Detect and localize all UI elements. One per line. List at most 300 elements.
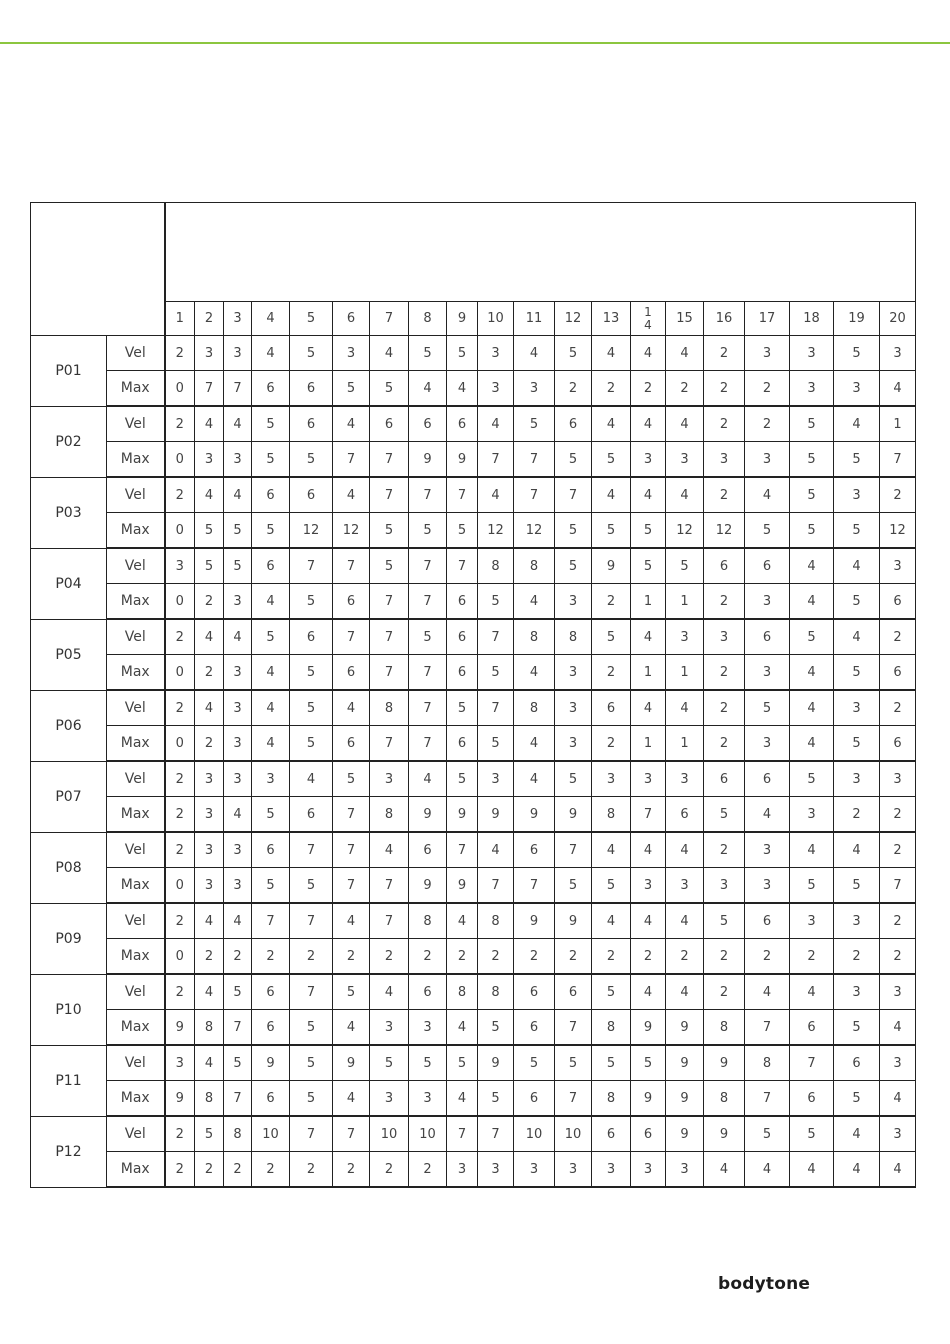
vel-value-cell: 4 (790, 690, 834, 726)
vel-value-cell: 7 (514, 477, 555, 513)
vel-value-cell: 3 (790, 903, 834, 939)
max-value-cell: 4 (704, 1152, 745, 1188)
program-vel-row (31, 477, 916, 513)
vel-value-cell: 5 (631, 1045, 666, 1081)
max-value-cell: 6 (790, 1010, 834, 1046)
max-label: Max (107, 655, 165, 691)
vel-value-cell: 3 (666, 619, 704, 655)
program-vel-row (31, 548, 916, 584)
program-vel-row (31, 1116, 916, 1152)
max-value-cell: 12 (478, 513, 514, 549)
vel-value-cell: 5 (195, 548, 224, 584)
max-value-cell: 2 (370, 939, 409, 975)
max-value-cell: 12 (514, 513, 555, 549)
vel-value-cell: 3 (165, 548, 195, 584)
max-value-cell: 2 (195, 1152, 224, 1188)
max-value-cell: 9 (555, 797, 592, 833)
program-max-row (31, 797, 916, 833)
program-max-row (31, 726, 916, 762)
max-label: Max (107, 1152, 165, 1188)
vel-value-cell: 6 (745, 548, 790, 584)
vel-value-cell: 2 (880, 619, 916, 655)
max-value-cell: 1 (631, 655, 666, 691)
max-value-cell: 7 (745, 1081, 790, 1117)
max-value-cell: 6 (252, 1081, 290, 1117)
max-value-cell: 8 (195, 1010, 224, 1046)
vel-value-cell: 3 (195, 336, 224, 371)
max-value-cell: 7 (880, 868, 916, 904)
vel-value-cell: 7 (290, 974, 333, 1010)
max-value-cell: 2 (880, 939, 916, 975)
vel-value-cell: 6 (555, 406, 592, 442)
max-value-cell: 3 (409, 1081, 447, 1117)
vel-value-cell: 4 (790, 974, 834, 1010)
max-label: Max (107, 371, 165, 407)
vel-value-cell: 4 (592, 406, 631, 442)
vel-label: Vel (107, 477, 165, 513)
segment-header-cell: 6 (333, 302, 370, 336)
vel-value-cell: 7 (370, 477, 409, 513)
max-value-cell: 8 (704, 1081, 745, 1117)
max-value-cell: 6 (880, 584, 916, 620)
vel-value-cell: 7 (333, 548, 370, 584)
max-value-cell: 3 (224, 584, 252, 620)
max-value-cell: 5 (478, 655, 514, 691)
program-label: P02 (31, 406, 107, 477)
segment-header-cell: 9 (447, 302, 478, 336)
max-value-cell: 3 (631, 1152, 666, 1188)
vel-value-cell: 4 (195, 477, 224, 513)
max-value-cell: 5 (555, 868, 592, 904)
max-value-cell: 5 (834, 442, 880, 478)
vel-value-cell: 6 (409, 406, 447, 442)
vel-value-cell: 6 (290, 406, 333, 442)
max-value-cell: 5 (592, 868, 631, 904)
max-value-cell: 3 (704, 868, 745, 904)
max-value-cell: 3 (666, 868, 704, 904)
max-label: Max (107, 868, 165, 904)
vel-value-cell: 4 (478, 477, 514, 513)
max-value-cell: 5 (252, 797, 290, 833)
vel-value-cell: 9 (514, 903, 555, 939)
vel-value-cell: 4 (478, 406, 514, 442)
max-value-cell: 4 (834, 1152, 880, 1188)
max-value-cell: 7 (370, 584, 409, 620)
vel-value-cell: 5 (409, 336, 447, 371)
vel-value-cell: 4 (224, 903, 252, 939)
max-value-cell: 5 (252, 868, 290, 904)
vel-value-cell: 7 (333, 832, 370, 868)
vel-value-cell: 4 (592, 336, 631, 371)
max-value-cell: 5 (790, 513, 834, 549)
max-value-cell: 5 (290, 442, 333, 478)
max-label: Max (107, 939, 165, 975)
vel-value-cell: 2 (165, 477, 195, 513)
max-value-cell: 5 (252, 513, 290, 549)
vel-value-cell: 5 (631, 548, 666, 584)
vel-value-cell: 7 (555, 832, 592, 868)
max-label: Max (107, 1010, 165, 1046)
vel-value-cell: 5 (514, 1045, 555, 1081)
max-value-cell: 2 (252, 1152, 290, 1188)
vel-label: Vel (107, 619, 165, 655)
max-label: Max (107, 1081, 165, 1117)
vel-value-cell: 7 (790, 1045, 834, 1081)
max-value-cell: 5 (290, 868, 333, 904)
max-value-cell: 7 (880, 442, 916, 478)
max-value-cell: 2 (478, 939, 514, 975)
vel-value-cell: 2 (165, 619, 195, 655)
max-value-cell: 2 (704, 584, 745, 620)
program-max-row (31, 868, 916, 904)
max-value-cell: 2 (195, 939, 224, 975)
max-value-cell: 7 (631, 797, 666, 833)
max-value-cell: 2 (447, 939, 478, 975)
max-value-cell: 5 (631, 513, 666, 549)
segment-header-cell: 17 (745, 302, 790, 336)
max-value-cell: 2 (592, 584, 631, 620)
vel-value-cell: 3 (224, 336, 252, 371)
vel-value-cell: 6 (745, 761, 790, 797)
max-value-cell: 6 (290, 797, 333, 833)
max-value-cell: 5 (555, 442, 592, 478)
vel-value-cell: 9 (666, 1045, 704, 1081)
vel-value-cell: 4 (224, 619, 252, 655)
vel-value-cell: 2 (704, 336, 745, 371)
vel-value-cell: 5 (514, 406, 555, 442)
vel-value-cell: 7 (333, 619, 370, 655)
max-value-cell: 5 (834, 513, 880, 549)
max-value-cell: 4 (514, 726, 555, 762)
program-label: P09 (31, 903, 107, 974)
table-corner-cell (31, 203, 165, 336)
max-value-cell: 4 (447, 371, 478, 407)
vel-value-cell: 6 (370, 406, 409, 442)
vel-value-cell: 6 (252, 832, 290, 868)
max-value-cell: 5 (592, 442, 631, 478)
vel-value-cell: 4 (834, 548, 880, 584)
program-max-row (31, 371, 916, 407)
max-value-cell: 5 (555, 513, 592, 549)
vel-value-cell: 7 (409, 690, 447, 726)
max-value-cell: 7 (478, 868, 514, 904)
vel-value-cell: 6 (252, 974, 290, 1010)
max-value-cell: 3 (555, 726, 592, 762)
vel-value-cell: 5 (555, 1045, 592, 1081)
vel-value-cell: 3 (478, 336, 514, 371)
max-value-cell: 2 (290, 1152, 333, 1188)
vel-label: Vel (107, 1045, 165, 1081)
max-value-cell: 6 (447, 584, 478, 620)
max-value-cell: 2 (290, 939, 333, 975)
vel-value-cell: 4 (834, 619, 880, 655)
max-value-cell: 9 (409, 797, 447, 833)
max-value-cell: 3 (745, 442, 790, 478)
max-value-cell: 5 (834, 726, 880, 762)
segment-header-cell: 12 (555, 302, 592, 336)
vel-value-cell: 9 (333, 1045, 370, 1081)
max-value-cell: 5 (834, 1010, 880, 1046)
vel-value-cell: 4 (666, 336, 704, 371)
max-value-cell: 7 (409, 584, 447, 620)
program-max-row (31, 1081, 916, 1117)
vel-value-cell: 2 (704, 690, 745, 726)
max-value-cell: 8 (195, 1081, 224, 1117)
max-value-cell: 0 (165, 442, 195, 478)
vel-value-cell: 4 (290, 761, 333, 797)
vel-value-cell: 5 (252, 619, 290, 655)
program-vel-row (31, 619, 916, 655)
vel-value-cell: 5 (224, 548, 252, 584)
max-label: Max (107, 442, 165, 478)
vel-value-cell: 3 (790, 336, 834, 371)
program-vel-row (31, 1045, 916, 1081)
vel-value-cell: 5 (555, 761, 592, 797)
vel-value-cell: 3 (880, 336, 916, 371)
vel-value-cell: 4 (631, 832, 666, 868)
max-value-cell: 3 (745, 584, 790, 620)
max-value-cell: 7 (514, 442, 555, 478)
vel-value-cell: 5 (592, 974, 631, 1010)
vel-label: Vel (107, 974, 165, 1010)
vel-value-cell: 3 (224, 690, 252, 726)
max-value-cell: 7 (745, 1010, 790, 1046)
vel-value-cell: 7 (555, 477, 592, 513)
max-value-cell: 3 (592, 1152, 631, 1188)
max-value-cell: 4 (790, 655, 834, 691)
segment-header-cell: 8 (409, 302, 447, 336)
vel-value-cell: 6 (252, 548, 290, 584)
segment-header-cell: 16 (704, 302, 745, 336)
segment-header-cell: 11 (514, 302, 555, 336)
vel-value-cell: 6 (745, 903, 790, 939)
vel-value-cell: 5 (195, 1116, 224, 1152)
vel-label: Vel (107, 690, 165, 726)
vel-value-cell: 9 (704, 1116, 745, 1152)
vel-value-cell: 2 (880, 690, 916, 726)
vel-value-cell: 5 (790, 406, 834, 442)
max-value-cell: 5 (195, 513, 224, 549)
vel-value-cell: 4 (195, 690, 224, 726)
vel-value-cell: 4 (592, 477, 631, 513)
max-value-cell: 4 (447, 1081, 478, 1117)
max-value-cell: 0 (165, 939, 195, 975)
vel-value-cell: 4 (514, 336, 555, 371)
vel-value-cell: 7 (333, 1116, 370, 1152)
vel-value-cell: 8 (409, 903, 447, 939)
max-value-cell: 3 (195, 797, 224, 833)
vel-value-cell: 5 (834, 336, 880, 371)
program-vel-row (31, 336, 916, 371)
max-value-cell: 1 (666, 584, 704, 620)
vel-value-cell: 3 (592, 761, 631, 797)
max-value-cell: 4 (790, 726, 834, 762)
vel-value-cell: 3 (666, 761, 704, 797)
vel-value-cell: 2 (165, 832, 195, 868)
max-value-cell: 7 (370, 655, 409, 691)
max-value-cell: 3 (224, 868, 252, 904)
vel-label: Vel (107, 832, 165, 868)
max-value-cell: 2 (195, 726, 224, 762)
vel-value-cell: 4 (592, 903, 631, 939)
vel-label: Vel (107, 406, 165, 442)
vel-value-cell: 8 (555, 619, 592, 655)
max-value-cell: 5 (333, 371, 370, 407)
max-value-cell: 0 (165, 868, 195, 904)
program-label: P05 (31, 619, 107, 690)
max-value-cell: 2 (195, 655, 224, 691)
header-blank-area (165, 203, 916, 302)
segment-header-cell: 4 (252, 302, 290, 336)
max-value-cell: 6 (880, 655, 916, 691)
max-value-cell: 4 (880, 1152, 916, 1188)
max-value-cell: 4 (880, 1081, 916, 1117)
vel-value-cell: 5 (745, 1116, 790, 1152)
vel-value-cell: 5 (666, 548, 704, 584)
vel-value-cell: 5 (447, 690, 478, 726)
vel-value-cell: 9 (555, 903, 592, 939)
vel-value-cell: 3 (555, 690, 592, 726)
vel-value-cell: 5 (409, 619, 447, 655)
max-value-cell: 6 (514, 1010, 555, 1046)
max-value-cell: 1 (631, 584, 666, 620)
max-value-cell: 2 (592, 371, 631, 407)
segment-header-cell: 5 (290, 302, 333, 336)
vel-value-cell: 2 (704, 974, 745, 1010)
vel-value-cell: 8 (478, 548, 514, 584)
max-value-cell: 2 (704, 371, 745, 407)
max-value-cell: 2 (252, 939, 290, 975)
vel-value-cell: 6 (447, 406, 478, 442)
brand-logo: bodytone (718, 1274, 811, 1294)
max-value-cell: 4 (514, 584, 555, 620)
vel-value-cell: 5 (790, 477, 834, 513)
vel-value-cell: 4 (195, 903, 224, 939)
vel-value-cell: 4 (745, 974, 790, 1010)
vel-value-cell: 2 (165, 406, 195, 442)
max-value-cell: 2 (555, 371, 592, 407)
vel-value-cell: 3 (195, 832, 224, 868)
vel-value-cell: 4 (631, 690, 666, 726)
max-value-cell: 9 (409, 442, 447, 478)
max-value-cell: 4 (252, 655, 290, 691)
max-value-cell: 1 (631, 726, 666, 762)
vel-value-cell: 7 (478, 1116, 514, 1152)
max-value-cell: 2 (195, 584, 224, 620)
max-value-cell: 5 (834, 655, 880, 691)
max-value-cell: 4 (514, 655, 555, 691)
max-value-cell: 3 (745, 868, 790, 904)
max-value-cell: 5 (834, 1081, 880, 1117)
max-value-cell: 3 (224, 655, 252, 691)
max-value-cell: 8 (592, 1010, 631, 1046)
max-value-cell: 5 (290, 1081, 333, 1117)
program-label: P10 (31, 974, 107, 1045)
vel-value-cell: 3 (834, 761, 880, 797)
max-value-cell: 3 (790, 797, 834, 833)
vel-value-cell: 3 (478, 761, 514, 797)
vel-value-cell: 5 (370, 1045, 409, 1081)
max-value-cell: 3 (514, 1152, 555, 1188)
max-value-cell: 9 (447, 868, 478, 904)
max-value-cell: 2 (704, 939, 745, 975)
max-value-cell: 5 (290, 584, 333, 620)
max-value-cell: 7 (370, 726, 409, 762)
vel-value-cell: 4 (745, 477, 790, 513)
max-value-cell: 7 (224, 371, 252, 407)
vel-value-cell: 10 (370, 1116, 409, 1152)
max-value-cell: 5 (290, 655, 333, 691)
vel-value-cell: 4 (666, 974, 704, 1010)
max-value-cell: 4 (409, 371, 447, 407)
vel-value-cell: 5 (409, 1045, 447, 1081)
max-value-cell: 5 (409, 513, 447, 549)
vel-label: Vel (107, 761, 165, 797)
vel-value-cell: 3 (880, 548, 916, 584)
max-value-cell: 0 (165, 513, 195, 549)
max-value-cell: 3 (704, 442, 745, 478)
vel-value-cell: 5 (224, 974, 252, 1010)
vel-value-cell: 6 (409, 974, 447, 1010)
vel-value-cell: 7 (370, 903, 409, 939)
program-label: P11 (31, 1045, 107, 1116)
max-value-cell: 1 (666, 655, 704, 691)
vel-value-cell: 4 (834, 832, 880, 868)
max-value-cell: 12 (704, 513, 745, 549)
vel-value-cell: 4 (666, 903, 704, 939)
segment-header-cell: 19 (834, 302, 880, 336)
max-value-cell: 5 (790, 868, 834, 904)
vel-value-cell: 4 (333, 477, 370, 513)
max-value-cell: 3 (666, 1152, 704, 1188)
vel-value-cell: 6 (290, 619, 333, 655)
max-value-cell: 12 (290, 513, 333, 549)
program-vel-row (31, 406, 916, 442)
vel-value-cell: 3 (224, 832, 252, 868)
vel-value-cell: 5 (790, 619, 834, 655)
max-value-cell: 2 (745, 939, 790, 975)
max-label: Max (107, 797, 165, 833)
max-value-cell: 2 (704, 655, 745, 691)
vel-value-cell: 4 (834, 1116, 880, 1152)
program-max-row (31, 1152, 916, 1188)
max-value-cell: 7 (409, 655, 447, 691)
vel-value-cell: 4 (370, 974, 409, 1010)
max-value-cell: 5 (447, 513, 478, 549)
max-value-cell: 2 (834, 939, 880, 975)
max-value-cell: 9 (447, 442, 478, 478)
segment-header-cell: 1 (165, 302, 195, 336)
max-value-cell: 3 (666, 442, 704, 478)
vel-value-cell: 9 (592, 548, 631, 584)
vel-value-cell: 7 (370, 619, 409, 655)
vel-value-cell: 3 (631, 761, 666, 797)
max-value-cell: 9 (165, 1081, 195, 1117)
max-value-cell: 1 (666, 726, 704, 762)
vel-value-cell: 5 (790, 1116, 834, 1152)
max-value-cell: 2 (666, 371, 704, 407)
max-value-cell: 5 (592, 513, 631, 549)
vel-value-cell: 3 (370, 761, 409, 797)
vel-value-cell: 7 (478, 619, 514, 655)
max-value-cell: 8 (592, 797, 631, 833)
vel-value-cell: 5 (745, 690, 790, 726)
vel-value-cell: 6 (252, 477, 290, 513)
vel-value-cell: 7 (252, 903, 290, 939)
vel-value-cell: 4 (666, 832, 704, 868)
max-value-cell: 6 (333, 655, 370, 691)
vel-value-cell: 2 (880, 903, 916, 939)
